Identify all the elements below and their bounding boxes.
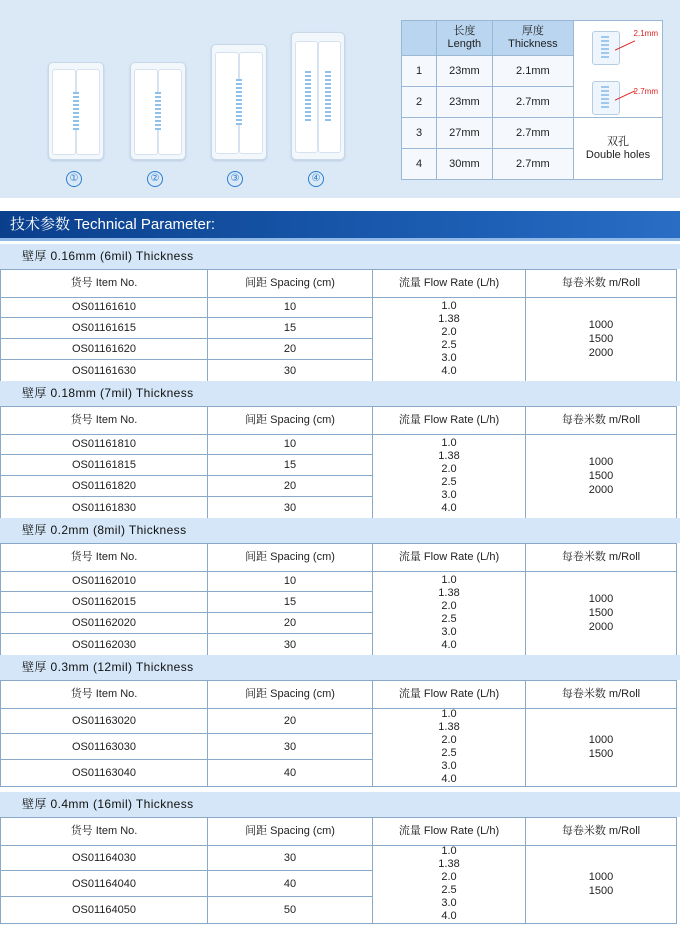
item-number: OS01161620 (71, 343, 137, 355)
table-row (1, 455, 372, 476)
table-row (1, 845, 372, 871)
item-number: OS01161615 (71, 322, 137, 334)
table-row (1, 708, 372, 734)
spacing-value: 15 (207, 455, 372, 475)
flow-rate-header: 流量 Flow Rate (L/h) (372, 544, 525, 571)
flow-rate-value: 2.5 (441, 476, 457, 488)
group-title: 壁厚 0.16mm (6mil) Thickness (0, 244, 680, 269)
meters-per-roll-value: 2000 (588, 484, 614, 496)
item-header: 货号 Item No. (70, 551, 138, 563)
table-row (1, 613, 372, 634)
parameter-table (0, 543, 677, 656)
spacing-value: 20 (207, 476, 372, 496)
spec-row: 4 30mm 2.7mm (402, 149, 663, 180)
flow-rate-value: 2.0 (441, 871, 457, 883)
meters-per-roll-header: 每卷米数 m/Roll (525, 818, 676, 845)
spacing-value: 30 (207, 634, 372, 655)
meters-per-roll-value: 1000 (588, 456, 614, 468)
table-row (1, 497, 372, 518)
flow-rate-value: 3.0 (441, 352, 457, 364)
item-number: OS01162020 (71, 617, 137, 629)
flow-rate-value: 1.38 (438, 721, 460, 733)
spacing-value: 20 (207, 339, 372, 359)
item-number: OS01163030 (71, 740, 137, 753)
table-row (1, 360, 372, 381)
table-row (1, 760, 372, 786)
table-row (1, 634, 372, 655)
item-number: OS01161810 (71, 438, 137, 450)
group-title: 壁厚 0.2mm (8mil) Thickness (0, 518, 680, 543)
spec-row: 2 23mm 2.7mm (402, 87, 663, 118)
spacing-value: 10 (207, 571, 372, 591)
spacing-value: 20 (207, 708, 372, 733)
variant-number-4: ④ (308, 171, 324, 187)
spacing-value: 40 (207, 871, 372, 896)
table-row (1, 734, 372, 760)
thickness-group (0, 792, 680, 924)
item-header: 货号 Item No. (70, 825, 138, 837)
flow-rate-value: 2.5 (441, 747, 457, 759)
flow-rate-values (372, 845, 525, 923)
flow-rate-header: 流量 Flow Rate (L/h) (372, 270, 525, 297)
flow-rate-value: 2.0 (441, 326, 457, 338)
flow-rate-value: 2.5 (441, 884, 457, 896)
item-number: OS01162030 (71, 638, 137, 651)
flow-rate-value: 4.0 (441, 773, 457, 785)
flow-rate-values (372, 708, 525, 786)
meters-per-roll-header: 每卷米数 m/Roll (525, 407, 676, 434)
parameter-table (0, 406, 677, 519)
item-number: OS01161830 (71, 501, 137, 514)
table-header-row (1, 544, 676, 572)
flow-rate-values (372, 297, 525, 381)
spacing-value: 20 (207, 613, 372, 633)
meters-per-roll-values (525, 297, 676, 381)
meters-per-roll-values (525, 434, 676, 518)
item-number: OS01163020 (71, 714, 137, 727)
meters-per-roll-value: 1500 (588, 607, 614, 619)
flow-rate-header: 流量 Flow Rate (L/h) (372, 407, 525, 434)
item-number: OS01161820 (71, 480, 137, 492)
flow-rate-value: 2.0 (441, 734, 457, 746)
group-title: 壁厚 0.18mm (7mil) Thickness (0, 381, 680, 406)
double-holes-note: 双孔 Double holes (574, 118, 663, 180)
flow-rate-value: 4.0 (441, 365, 457, 377)
flow-rate-value: 3.0 (441, 897, 457, 909)
flow-rate-value: 1.0 (441, 708, 457, 720)
item-number: OS01162015 (71, 596, 137, 608)
flow-rate-value: 2.0 (441, 463, 457, 475)
item-number: OS01164040 (71, 877, 137, 890)
table-header-row (1, 818, 676, 846)
flow-rate-value: 2.0 (441, 600, 457, 612)
meters-per-roll-value: 1500 (588, 333, 614, 345)
table-row (1, 897, 372, 923)
banner-underline (0, 238, 680, 241)
variant-number-2: ② (147, 171, 163, 187)
meters-per-roll-header: 每卷米数 m/Roll (525, 270, 676, 297)
meters-per-roll-value: 1000 (588, 871, 614, 883)
table-row (1, 297, 372, 318)
item-number: OS01162010 (71, 575, 137, 587)
flow-rate-value: 4.0 (441, 502, 457, 514)
thickness-diagram-thin: 2.1mm 2.7mm (574, 21, 663, 118)
meters-per-roll-value: 1500 (588, 885, 614, 897)
flow-rate-value: 1.38 (438, 450, 460, 462)
table-row (1, 434, 372, 455)
item-header: 货号 Item No. (70, 688, 138, 700)
item-number: OS01164050 (71, 904, 137, 916)
item-number: OS01161610 (71, 301, 137, 313)
flow-rate-value: 2.5 (441, 613, 457, 625)
thickness-group (0, 655, 680, 787)
flow-rate-values (372, 434, 525, 518)
flow-rate-header: 流量 Flow Rate (L/h) (372, 681, 525, 708)
table-header-row (1, 270, 676, 298)
spacing-value: 30 (207, 734, 372, 759)
table-row (1, 592, 372, 613)
flow-rate-value: 1.38 (438, 858, 460, 870)
size-spec-table (401, 20, 663, 180)
group-title: 壁厚 0.3mm (12mil) Thickness (0, 655, 680, 680)
meters-per-roll-value: 1000 (588, 734, 614, 746)
meters-per-roll-value: 1500 (588, 470, 614, 482)
parameter-table (0, 269, 677, 382)
spacing-header: 间距 Spacing (cm) (207, 270, 372, 297)
thickness-header: 厚度 Thickness (492, 21, 573, 56)
spacing-header: 间距 Spacing (cm) (207, 681, 372, 708)
thickness-group (0, 518, 680, 656)
flow-rate-value: 3.0 (441, 760, 457, 772)
meters-per-roll-header: 每卷米数 m/Roll (525, 681, 676, 708)
table-row (1, 571, 372, 592)
meters-per-roll-value: 1500 (588, 748, 614, 760)
table-header-row (1, 681, 676, 709)
meters-per-roll-value: 2000 (588, 347, 614, 359)
variant-number-3: ③ (227, 171, 243, 187)
flow-rate-value: 1.0 (441, 845, 457, 857)
meters-per-roll-values (525, 571, 676, 655)
spacing-value: 50 (207, 897, 372, 923)
variant-number-1: ① (66, 171, 82, 187)
meters-per-roll-values (525, 845, 676, 923)
spacing-value: 10 (207, 434, 372, 454)
item-number: OS01164030 (71, 851, 137, 864)
meters-per-roll-value: 1000 (588, 593, 614, 605)
spec-row: 3 27mm 2.7mm 双孔 Double holes (402, 118, 663, 149)
spacing-value: 40 (207, 760, 372, 786)
meters-per-roll-header: 每卷米数 m/Roll (525, 544, 676, 571)
spacing-value: 15 (207, 592, 372, 612)
table-row (1, 339, 372, 360)
thickness-group (0, 244, 680, 382)
item-number: OS01161630 (71, 364, 137, 377)
spacing-header: 间距 Spacing (cm) (207, 818, 372, 845)
table-row (1, 318, 372, 339)
flow-rate-value: 3.0 (441, 626, 457, 638)
flow-rate-value: 4.0 (441, 639, 457, 651)
flow-rate-header: 流量 Flow Rate (L/h) (372, 818, 525, 845)
group-title: 壁厚 0.4mm (16mil) Thickness (0, 792, 680, 817)
flow-rate-value: 2.5 (441, 339, 457, 351)
spacing-value: 15 (207, 318, 372, 338)
spacing-value: 30 (207, 845, 372, 870)
table-row (1, 871, 372, 897)
spacing-header: 间距 Spacing (cm) (207, 544, 372, 571)
product-hero-panel (0, 0, 680, 198)
flow-rate-value: 1.38 (438, 313, 460, 325)
meters-per-roll-value: 2000 (588, 621, 614, 633)
length-header: 长度 Length (437, 21, 493, 56)
flow-rate-value: 1.0 (441, 300, 457, 312)
spec-row: 1 23mm 2.1mm (402, 56, 663, 87)
thickness-group (0, 381, 680, 519)
flow-rate-value: 1.0 (441, 574, 457, 586)
flow-rate-value: 3.0 (441, 489, 457, 501)
item-number: OS01163040 (71, 767, 137, 779)
flow-rate-value: 1.0 (441, 437, 457, 449)
meters-per-roll-value: 1000 (588, 319, 614, 331)
item-header: 货号 Item No. (70, 414, 138, 426)
flow-rate-value: 4.0 (441, 910, 457, 922)
item-header: 货号 Item No. (70, 277, 138, 289)
section-title-banner: 技术参数 Technical Parameter: (0, 211, 680, 238)
spacing-value: 30 (207, 360, 372, 381)
spacing-header: 间距 Spacing (cm) (207, 407, 372, 434)
spacing-value: 30 (207, 497, 372, 518)
table-header-row (1, 407, 676, 435)
parameter-table (0, 817, 677, 924)
flow-rate-value: 1.38 (438, 587, 460, 599)
item-number: OS01161815 (71, 459, 137, 471)
parameter-table (0, 680, 677, 787)
table-row (1, 476, 372, 497)
flow-rate-values (372, 571, 525, 655)
spacing-value: 10 (207, 297, 372, 317)
meters-per-roll-values (525, 708, 676, 786)
